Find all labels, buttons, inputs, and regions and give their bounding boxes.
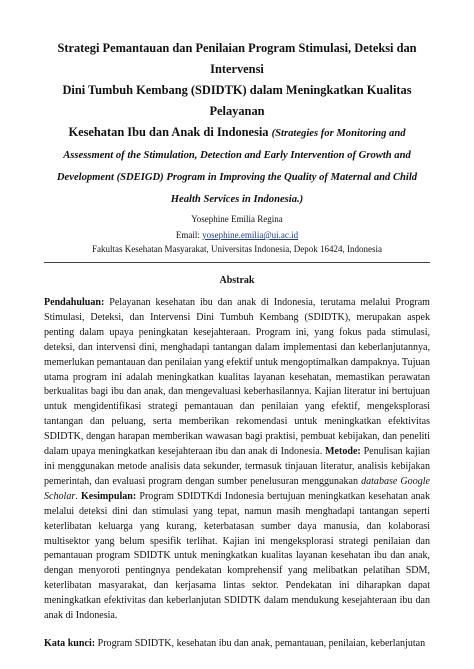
method-database: database Google Scholar — [44, 475, 431, 502]
paper-title — [44, 38, 430, 210]
keywords-text: Program SDIDTK, kesehatan ibu dan anak, pemantauan, penilaian, keberlanjutan — [97, 637, 426, 649]
keywords-label: Kata kunci: — [44, 637, 96, 649]
abstract-heading: Abstrak — [219, 275, 255, 286]
method-text-end: . — [75, 490, 78, 502]
keywords — [44, 636, 430, 651]
intro-text: Pelayanan kesehatan ibu dan anak di Indonesia, terutama melalui Program Stimulasi, Deteksi, dan Intervensi Dini Tumbuh Kembang (SDIDTK), merupakan aspek penting dalam upaya peningkatan kesejahteraan. Program ini, yang fokus pada stimulasi, deteksi, dan intervensi dini, menghadapi tantangan dalam implementasi dan keberlanjutannya, memerlukan pemantauan dan penilaian yang efektif untuk mengoptimalkan dampaknya. Tujuan utama program ini adalah meningkatkan kualitas layanan kesehatan, memastikan perawatan berkualitas bagi ibu dan anak, dan mengevaluasi keberhasilannya. Kajian literatur ini bertujuan untuk mengidentifikasi strategi pemantauan dan penilaian yang efektif, mengeksplorasi tantangan dan peluang, serta memberikan rekomendasi untuk meningkatkan efektivitas SDIDTK, dengan harapan memberikan wawasan bagi praktisi, pembuat kebijakan, dan peneliti dalam upaya meningkatkan kesejahteraan ibu dan anak di Indonesia. — [44, 297, 430, 458]
title-line-1: Strategi Pemantauan dan Penilaian Program Stimulasi, Deteksi dan Intervensi — [57, 41, 417, 76]
paper-page — [44, 38, 430, 651]
author-email-line — [44, 228, 430, 242]
title-divider — [44, 262, 430, 263]
title-line-2: Dini Tumbuh Kembang (SDIDTK) dalam Meningkatkan Kualitas Pelayanan — [62, 83, 412, 118]
author-affiliation: Fakultas Kesehatan Masyarakat, Universitas Indonesia, Depok 16424, Indonesia — [92, 244, 382, 254]
title-line-3: Kesehatan Ibu dan Anak di Indonesia — [68, 125, 269, 139]
method-label: Metode: — [325, 446, 361, 458]
email-label: Email: — [175, 230, 200, 240]
conclusion-text: Program SDIDTKdi Indonesia bertujuan meningkatkan kesehatan anak melalui deteksi dini dan stimulasi yang tepat, namun masih menghadapi tantangan seperti keterlibatan keluarga yang kurang, keterbatasan sumber daya manusia, dan kolaborasi multisektor yang belum spesifik terlihat. Kajian ini mengeksplorasi strategi penilaian dan pemantauan program SDIDTK untuk meningkatkan kualitas layanan kesehatan ibu dan anak, dengan menyoroti pentingnya pendekatan komprehensif yang melibatkan pelatihan SDM, keterlibatan masyarakat, dan kerjasama lintas sektor. Pendekatan ini diharapkan dapat meningkatkan efektivitas dan keberlanjutan SDIDTK dalam mendukung kesejahteraan ibu dan anak di Indonesia. — [44, 490, 431, 622]
intro-label: Pendahuluan: — [44, 297, 105, 308]
conclusion-label: Kesimpulan: — [80, 490, 137, 502]
title-line-3-and-english — [44, 122, 430, 210]
english-title: (Strategies for Monitoring and Assessment of the Stimulation, Detection and Early Intervention of Growth and Development (SDEIGD) Program in Improving the Quality of Maternal and Child Health Services in Indonesia.) — [56, 128, 418, 205]
method-text: Penulisan kajian ini menggunakan metode analisis data sekunder, termasuk tinjauan literatur, analisis kebijakan pemerintah, dan evaluasi program dengan sumber penelusuran menggunakan — [44, 446, 430, 487]
abstract-body — [44, 296, 430, 624]
author-name: Yosephine Emilia Regina — [191, 214, 283, 224]
email-link[interactable]: yosephine.emilia@ui.ac.id — [202, 230, 299, 240]
